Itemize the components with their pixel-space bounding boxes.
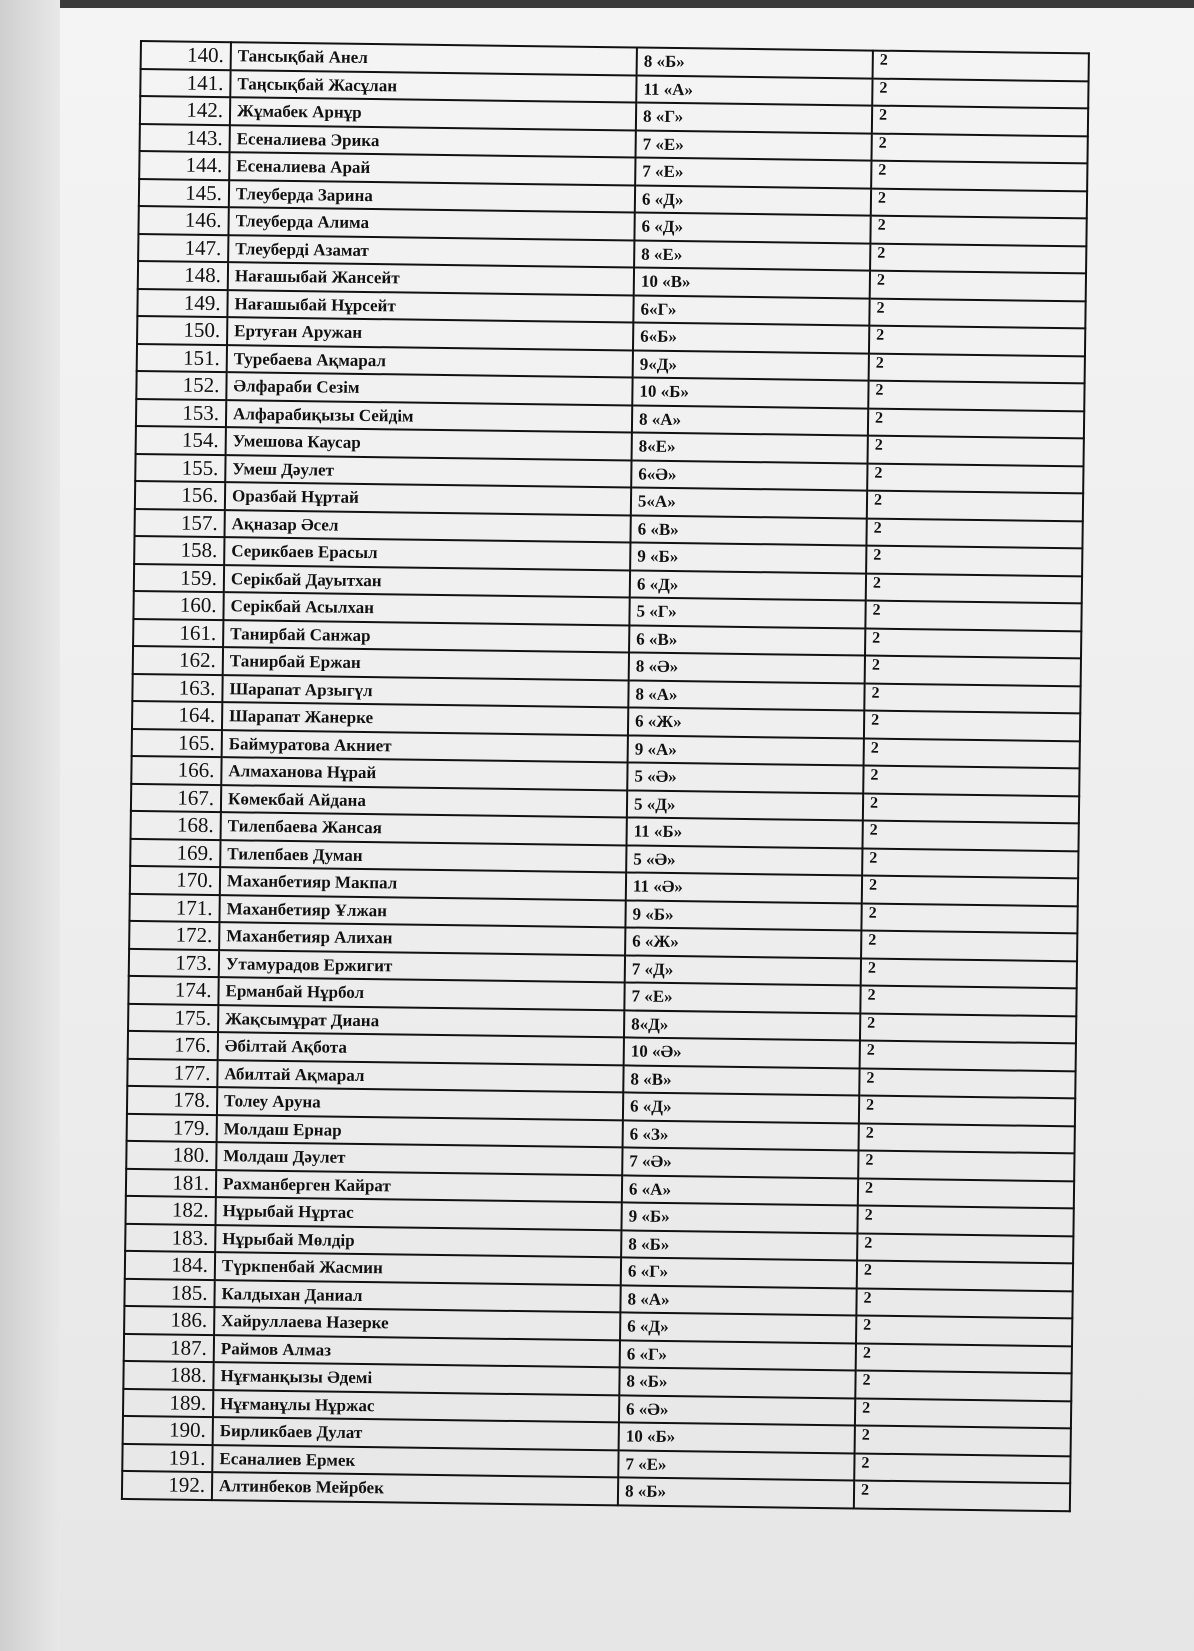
score-value: 2 (872, 106, 1088, 136)
row-number: 159. (134, 563, 224, 592)
row-number: 166. (131, 756, 221, 785)
row-number: 184. (125, 1251, 215, 1280)
student-name: Молдаш Ернар (217, 1115, 623, 1148)
student-name: Көмекбай Айдана (221, 785, 627, 818)
row-number: 144. (139, 151, 229, 180)
class-label: 6 «В» (630, 515, 866, 546)
class-label: 6 «Д» (623, 1092, 859, 1123)
row-number: 178. (127, 1086, 217, 1115)
student-name: Молдаш Дәулет (216, 1142, 622, 1175)
score-value: 2 (854, 1480, 1070, 1510)
score-value: 2 (863, 793, 1079, 823)
score-value: 2 (873, 51, 1089, 81)
class-label: 8 «В» (623, 1065, 859, 1096)
score-value: 2 (864, 738, 1080, 768)
score-value: 2 (868, 381, 1084, 411)
student-name: Умешова Каусар (226, 427, 632, 460)
score-value: 2 (857, 1260, 1073, 1290)
score-value: 2 (871, 161, 1087, 191)
score-value: 2 (862, 848, 1078, 878)
student-name: Алтинбеков Мейрбек (212, 1472, 618, 1505)
row-number: 187. (124, 1333, 214, 1362)
class-label: 6 «В» (629, 625, 865, 656)
class-label: 8 «А» (620, 1285, 856, 1316)
student-name: Тлеуберда Алима (228, 207, 634, 240)
row-number: 160. (133, 591, 223, 620)
student-name: Шарапат Арзыгүл (222, 675, 628, 708)
row-number: 153. (136, 398, 226, 427)
student-name: Рахманберген Кайрат (216, 1170, 622, 1203)
student-name: Туребаева Ақмарал (227, 345, 633, 378)
row-number: 162. (133, 646, 223, 675)
score-value: 2 (857, 1233, 1073, 1263)
student-name: Тансықбай Анел (231, 42, 637, 75)
score-value: 2 (862, 821, 1078, 851)
student-name: Әбілтай Ақбота (218, 1032, 624, 1065)
student-name: Нұғманқызы Әдемі (213, 1362, 619, 1395)
class-label: 8 «Е» (634, 240, 870, 271)
score-value: 2 (858, 1151, 1074, 1181)
row-number: 164. (132, 701, 222, 730)
student-name: Танирбай Санжар (223, 620, 629, 653)
class-label: 11 «Б» (627, 817, 863, 848)
class-label: 5 «Д» (627, 790, 863, 821)
row-number: 149. (137, 288, 227, 317)
row-number: 152. (136, 371, 226, 400)
student-name: Серикбаев Ерасыл (224, 537, 630, 570)
row-number: 167. (131, 783, 221, 812)
score-value: 2 (855, 1370, 1071, 1400)
row-number: 145. (139, 179, 229, 208)
class-label: 6 «Д» (630, 570, 866, 601)
class-label: 11 «А» (636, 75, 872, 106)
score-value: 2 (871, 188, 1087, 218)
student-name: Есеналиева Эрика (230, 125, 636, 158)
class-label: 6 «З» (623, 1120, 859, 1151)
class-label: 9 «А» (628, 735, 864, 766)
student-name: Оразбай Нұртай (225, 482, 631, 515)
class-label: 8 «А» (628, 680, 864, 711)
class-label: 10 «Б» (619, 1422, 855, 1453)
score-value: 2 (856, 1343, 1072, 1373)
student-name: Танирбай Ержан (223, 647, 629, 680)
row-number: 158. (134, 536, 224, 565)
student-name: Есеналиева Арай (229, 152, 635, 185)
class-label: 6«Г» (633, 295, 869, 326)
class-label: 7 «Е» (624, 982, 860, 1013)
score-value: 2 (857, 1205, 1073, 1235)
row-number: 185. (124, 1278, 214, 1307)
class-label: 7 «Ә» (622, 1147, 858, 1178)
score-value: 2 (866, 573, 1082, 603)
score-value: 2 (868, 408, 1084, 438)
student-table-body (122, 41, 1089, 1511)
student-name: Маханбетияр Алихан (219, 922, 625, 955)
score-value: 2 (855, 1425, 1071, 1455)
score-value: 2 (856, 1288, 1072, 1318)
student-name: Жақсымұрат Диана (218, 1005, 624, 1038)
class-label: 6 «Д» (634, 212, 870, 243)
score-value: 2 (859, 1123, 1075, 1153)
score-value: 2 (870, 243, 1086, 273)
score-value: 2 (868, 436, 1084, 466)
class-label: 6 «Д» (635, 185, 871, 216)
score-value: 2 (859, 1068, 1075, 1098)
class-label: 7 «Е» (635, 157, 871, 188)
score-value: 2 (865, 656, 1081, 686)
student-name: Таңсықбай Жасұлан (230, 70, 636, 103)
row-number: 141. (140, 69, 230, 98)
row-number: 143. (140, 124, 230, 153)
score-value: 2 (867, 491, 1083, 521)
student-name: Ертуған Аружан (227, 317, 633, 350)
student-name: Нағашыбай Нұрсейт (227, 290, 633, 323)
student-name: Алмаханова Нұрай (221, 757, 627, 790)
row-number: 156. (135, 481, 225, 510)
class-label: 8 «Ә» (629, 652, 865, 683)
class-label: 8 «Б» (618, 1477, 854, 1508)
student-name: Нағашыбай Жансейт (228, 262, 634, 295)
score-value: 2 (858, 1178, 1074, 1208)
class-label: 11 «Ә» (626, 872, 862, 903)
class-label: 8 «Г» (636, 103, 872, 134)
score-value: 2 (861, 958, 1077, 988)
row-number: 186. (124, 1306, 214, 1335)
student-name: Ақназар Әсел (224, 510, 630, 543)
class-label: 6 «Ж» (625, 927, 861, 958)
row-number: 165. (132, 728, 222, 757)
row-number: 192. (122, 1471, 212, 1500)
row-number: 163. (132, 673, 222, 702)
score-value: 2 (862, 876, 1078, 906)
class-label: 8 «Б» (637, 48, 873, 79)
score-value: 2 (860, 986, 1076, 1016)
student-name: Түркпенбай Жасмин (215, 1252, 621, 1285)
score-value: 2 (869, 326, 1085, 356)
class-label: 5 «Ә» (627, 762, 863, 793)
class-label: 10 «В» (634, 267, 870, 298)
score-value: 2 (865, 628, 1081, 658)
row-number: 171. (129, 893, 219, 922)
row-number: 170. (130, 866, 220, 895)
class-label: 9 «Б» (630, 542, 866, 573)
student-name: Ерманбай Нұрбол (218, 977, 624, 1010)
class-label: 7 «Е» (618, 1450, 854, 1481)
class-label: 6 «Д» (620, 1312, 856, 1343)
class-label: 10 «Ә» (624, 1037, 860, 1068)
student-name: Алфарабиқызы Сейдім (226, 400, 632, 433)
class-label: 9 «Б» (621, 1202, 857, 1233)
score-value: 2 (863, 766, 1079, 796)
score-value: 2 (860, 1013, 1076, 1043)
student-name: Нұғманұлы Нұржас (213, 1390, 619, 1423)
page-top-edge (60, 0, 1194, 8)
student-name: Нұрыбай Нұртас (216, 1197, 622, 1230)
student-name: Маханбетияр Макпал (220, 867, 626, 900)
class-label: 10 «Б» (632, 377, 868, 408)
class-label: 8 «Б» (619, 1367, 855, 1398)
class-label: 5 «Ә» (626, 845, 862, 876)
score-value: 2 (860, 1041, 1076, 1071)
class-label: 9«Д» (633, 350, 869, 381)
row-number: 150. (137, 316, 227, 345)
student-name: Толеу Аруна (217, 1087, 623, 1120)
row-number: 148. (138, 261, 228, 290)
class-label: 8 «Б» (621, 1230, 857, 1261)
student-name: Жұмабек Арнұр (230, 97, 636, 130)
row-number: 151. (137, 343, 227, 372)
row-number: 181. (126, 1168, 216, 1197)
row-number: 142. (140, 96, 230, 125)
row-number: 183. (125, 1223, 215, 1252)
student-name: Серікбай Дауытхан (224, 565, 630, 598)
score-value: 2 (872, 78, 1088, 108)
row-number: 161. (133, 618, 223, 647)
score-value: 2 (859, 1096, 1075, 1126)
score-value: 2 (864, 683, 1080, 713)
class-label: 6 «Г» (621, 1257, 857, 1288)
row-number: 157. (135, 508, 225, 537)
row-number: 191. (122, 1443, 212, 1472)
class-label: 6«Ә» (631, 460, 867, 491)
student-name: Әлфараби Сезім (226, 372, 632, 405)
student-name: Тилепбаева Жансая (221, 812, 627, 845)
row-number: 155. (135, 453, 225, 482)
student-name: Нұрыбай Мөлдір (215, 1225, 621, 1258)
student-name: Раймов Алмаз (214, 1335, 620, 1368)
row-number: 190. (123, 1416, 213, 1445)
class-label: 8«Д» (624, 1010, 860, 1041)
student-name: Калдыхан Даниал (214, 1280, 620, 1313)
class-label: 6«Б» (633, 322, 869, 353)
row-number: 168. (131, 811, 221, 840)
row-number: 188. (123, 1361, 213, 1390)
score-value: 2 (854, 1453, 1070, 1483)
score-value: 2 (861, 903, 1077, 933)
score-value: 2 (865, 601, 1081, 631)
class-label: 7 «Е» (636, 130, 872, 161)
row-number: 154. (136, 426, 226, 455)
student-name: Хайруллаева Назерке (214, 1307, 620, 1340)
score-value: 2 (869, 353, 1085, 383)
row-number: 176. (128, 1031, 218, 1060)
student-table (121, 40, 1090, 1512)
row-number: 174. (128, 976, 218, 1005)
class-label: 6 «А» (622, 1175, 858, 1206)
class-label: 9 «Б» (625, 900, 861, 931)
row-number: 173. (129, 948, 219, 977)
row-number: 146. (138, 206, 228, 235)
row-number: 189. (123, 1388, 213, 1417)
page-shadow (0, 0, 60, 1651)
row-number: 175. (128, 1003, 218, 1032)
score-value: 2 (866, 546, 1082, 576)
student-name: Маханбетияр Ұлжан (219, 895, 625, 928)
class-label: 6 «Ә» (619, 1395, 855, 1426)
student-name: Есаналиев Ермек (212, 1445, 618, 1478)
class-label: 6 «Г» (620, 1340, 856, 1371)
student-name: Тлеуберда Зарина (229, 180, 635, 213)
class-label: 7 «Д» (625, 955, 861, 986)
score-value: 2 (856, 1315, 1072, 1345)
class-label: 8 «А» (632, 405, 868, 436)
student-name: Абилтай Ақмарал (217, 1060, 623, 1093)
row-number: 182. (126, 1196, 216, 1225)
row-number: 147. (138, 233, 228, 262)
row-number: 177. (127, 1058, 217, 1087)
score-value: 2 (870, 271, 1086, 301)
row-number: 179. (127, 1113, 217, 1142)
row-number: 180. (126, 1141, 216, 1170)
score-value: 2 (870, 216, 1086, 246)
row-number: 169. (130, 838, 220, 867)
student-name: Утамурадов Ержигит (219, 950, 625, 983)
score-value: 2 (869, 298, 1085, 328)
student-name: Баймуратова Акниет (222, 730, 628, 763)
score-value: 2 (871, 133, 1087, 163)
class-label: 8«Е» (632, 432, 868, 463)
score-value: 2 (866, 518, 1082, 548)
row-number: 172. (129, 921, 219, 950)
score-value: 2 (864, 711, 1080, 741)
student-name: Серікбай Асылхан (223, 592, 629, 625)
row-number: 140. (141, 41, 231, 70)
student-name: Шарапат Жанерке (222, 702, 628, 735)
student-name: Тилепбаев Думан (220, 840, 626, 873)
score-value: 2 (867, 463, 1083, 493)
class-label: 5 «Г» (629, 597, 865, 628)
class-label: 6 «Ж» (628, 707, 864, 738)
student-name: Умеш Дәулет (225, 455, 631, 488)
student-name: Бирликбаев Дулат (213, 1417, 619, 1450)
student-name: Тлеуберді Азамат (228, 235, 634, 268)
score-value: 2 (855, 1398, 1071, 1428)
class-label: 5«А» (631, 487, 867, 518)
score-value: 2 (861, 931, 1077, 961)
